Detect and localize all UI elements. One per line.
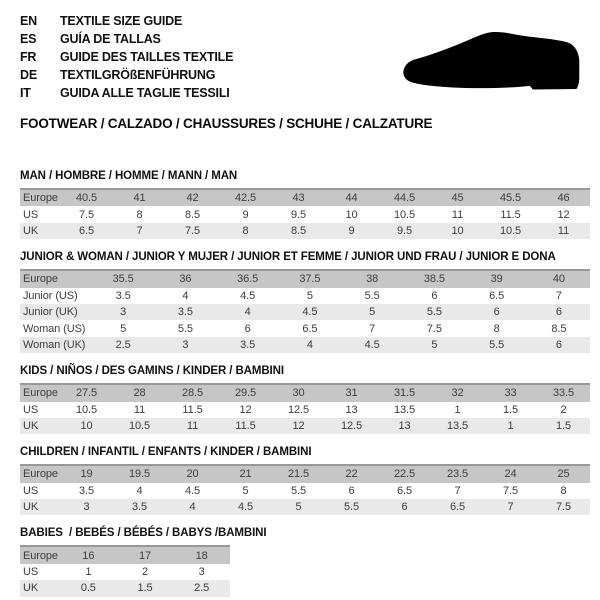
size-value: 11 <box>451 208 464 221</box>
size-value: 24 <box>484 465 537 482</box>
size-value: 45.5 <box>484 189 537 206</box>
header-row <box>20 270 590 287</box>
row-label: Europe <box>20 189 60 206</box>
size-value: 5.5 <box>325 499 378 515</box>
size-value: 13 <box>378 418 431 434</box>
data-row <box>20 483 590 499</box>
size-value: 10.5 <box>393 208 415 221</box>
table-title: JUNIOR & WOMAN / JUNIOR Y MUJER / JUNIOR ET FEMME / JUNIOR UND FRAU / JUNIOR E DONA <box>20 251 556 264</box>
header-row <box>20 384 590 401</box>
size-value: 1 <box>484 418 537 434</box>
size-value: 18 <box>173 546 230 563</box>
size-value: 8 <box>136 208 143 221</box>
size-table-section <box>20 527 590 596</box>
data-row <box>20 564 230 580</box>
size-value: 8 <box>493 322 500 335</box>
size-value: 44 <box>325 189 378 206</box>
size-value: 5.5 <box>466 337 528 353</box>
size-value: 38.5 <box>403 270 465 287</box>
size-value: 8.5 <box>272 223 325 239</box>
size-table-section <box>20 251 590 353</box>
size-value: 5 <box>403 337 465 353</box>
size-value: 12 <box>272 418 325 434</box>
size-table <box>20 545 230 596</box>
row-label: Junior (US) <box>23 289 78 302</box>
size-value: 6 <box>348 484 355 497</box>
size-table-section <box>20 446 590 515</box>
row-label: Europe <box>20 384 60 401</box>
size-value: 22 <box>325 465 378 482</box>
row-label: Junior (UK) <box>20 304 92 320</box>
header-row <box>20 189 590 206</box>
data-row <box>20 223 590 239</box>
size-value: 6 <box>244 322 251 335</box>
row-label: Europe <box>20 270 92 287</box>
size-value: 6.5 <box>489 289 505 302</box>
size-table <box>20 188 590 239</box>
size-value: 39 <box>466 270 528 287</box>
data-row <box>20 402 590 418</box>
size-value: 11.5 <box>219 418 272 434</box>
size-value: 3 <box>198 566 205 579</box>
row-label: Europe <box>20 465 60 482</box>
size-value: 42 <box>166 189 219 206</box>
data-row <box>20 320 590 336</box>
size-value: 33.5 <box>537 384 590 401</box>
size-value: 5.5 <box>177 322 193 335</box>
size-value: 4.5 <box>279 304 341 320</box>
size-value: 36.5 <box>217 270 279 287</box>
size-table-section <box>20 170 590 239</box>
size-value: 1 <box>454 403 461 416</box>
size-tables-container <box>20 170 590 597</box>
header-row <box>20 465 590 482</box>
size-value: 25 <box>537 465 590 482</box>
row-label: US <box>23 484 39 497</box>
size-value: 4 <box>279 337 341 353</box>
size-value: 7.5 <box>537 499 590 515</box>
row-label: UK <box>20 499 60 515</box>
size-value: 4 <box>166 499 219 515</box>
language-title: GUIDA ALLE TAGLIE TESSILI <box>60 86 230 100</box>
size-value: 9 <box>242 208 249 221</box>
size-value: 45 <box>431 189 484 206</box>
row-label: Woman (UK) <box>20 337 92 353</box>
size-value: 9.5 <box>291 208 306 221</box>
size-value: 3.5 <box>154 304 216 320</box>
size-value: 7 <box>555 289 562 302</box>
table-title: KIDS / NIÑOS / DES GAMINS / KINDER / BAMBINI <box>20 365 284 378</box>
language-title: GUÍA DE TALLAS <box>60 32 161 46</box>
size-value: 10 <box>60 418 113 434</box>
row-label: UK <box>20 418 60 434</box>
size-value: 11 <box>133 403 146 416</box>
size-value: 40.5 <box>60 189 113 206</box>
size-value: 36 <box>154 270 216 287</box>
size-value: 9.5 <box>378 223 431 239</box>
size-value: 1.5 <box>537 418 590 434</box>
size-value: 3.5 <box>115 289 131 302</box>
size-value: 4.5 <box>240 289 256 302</box>
size-value: 6.5 <box>302 322 318 335</box>
size-value: 30 <box>272 384 325 401</box>
size-value: 2 <box>560 403 567 416</box>
size-value: 12.5 <box>287 403 309 416</box>
size-value: 8 <box>560 484 567 497</box>
size-table <box>20 464 590 515</box>
size-value: 6.5 <box>431 499 484 515</box>
size-value: 43 <box>272 189 325 206</box>
size-value: 33 <box>484 384 537 401</box>
size-value: 5.5 <box>364 289 380 302</box>
size-value: 6.5 <box>397 484 412 497</box>
size-value: 19.5 <box>113 465 166 482</box>
size-value: 3 <box>60 499 113 515</box>
size-value: 4 <box>217 304 279 320</box>
size-value: 16 <box>60 546 117 563</box>
size-value: 29.5 <box>219 384 272 401</box>
size-value: 5.5 <box>291 484 306 497</box>
language-code: DE <box>20 68 37 82</box>
table-title: BABIES / BEBÉS / BÉBÉS / BABYS /BAMBINI <box>20 527 267 540</box>
size-value: 21.5 <box>272 465 325 482</box>
size-value: 37.5 <box>279 270 341 287</box>
size-value: 11 <box>537 223 590 239</box>
row-label: Woman (US) <box>23 322 86 335</box>
size-value: 5 <box>120 322 127 335</box>
size-value: 1 <box>85 566 92 579</box>
size-value: 38 <box>341 270 403 287</box>
language-code: ES <box>20 32 37 46</box>
size-value: 7 <box>369 322 376 335</box>
size-table <box>20 383 590 434</box>
size-value: 10 <box>345 208 358 221</box>
size-value: 9 <box>325 223 378 239</box>
size-value: 3.5 <box>113 499 166 515</box>
size-value: 32 <box>431 384 484 401</box>
size-value: 1.5 <box>117 580 174 596</box>
size-value: 13.5 <box>393 403 415 416</box>
size-value: 6 <box>431 289 438 302</box>
row-label: US <box>23 403 39 416</box>
size-value: 41 <box>113 189 166 206</box>
data-row <box>20 206 590 222</box>
size-value: 10.5 <box>113 418 166 434</box>
size-value: 31.5 <box>378 384 431 401</box>
size-value: 28.5 <box>166 384 219 401</box>
size-value: 4.5 <box>185 484 200 497</box>
size-value: 46 <box>537 189 590 206</box>
size-value: 12.5 <box>325 418 378 434</box>
size-value: 0.5 <box>60 580 117 596</box>
size-value: 2.5 <box>92 337 154 353</box>
size-value: 12 <box>239 403 252 416</box>
size-value: 44.5 <box>378 189 431 206</box>
table-title: CHILDREN / INFANTIL / ENFANTS / KINDER / BAMBINI <box>20 446 312 459</box>
data-row <box>20 304 590 320</box>
size-value: 7 <box>484 499 537 515</box>
row-label: US <box>23 566 39 579</box>
size-value: 4 <box>182 289 189 302</box>
size-value: 20 <box>166 465 219 482</box>
size-value: 7.5 <box>79 208 94 221</box>
size-value: 11.5 <box>500 208 521 221</box>
size-value: 5 <box>306 289 313 302</box>
size-value: 10.5 <box>484 223 537 239</box>
data-row <box>20 337 590 353</box>
size-value: 19 <box>60 465 113 482</box>
data-row <box>20 580 230 596</box>
row-label: Europe <box>20 546 60 563</box>
size-value: 22.5 <box>378 465 431 482</box>
size-value: 17 <box>117 546 174 563</box>
language-code: FR <box>20 50 37 64</box>
size-value: 12 <box>557 208 570 221</box>
size-value: 31 <box>325 384 378 401</box>
size-value: 23.5 <box>431 465 484 482</box>
size-value: 27.5 <box>60 384 113 401</box>
size-table <box>20 269 590 353</box>
size-value: 6 <box>378 499 431 515</box>
size-value: 5.5 <box>403 304 465 320</box>
data-row <box>20 499 590 515</box>
language-code: IT <box>20 86 31 100</box>
language-title: TEXTILE SIZE GUIDE <box>60 14 183 28</box>
size-value: 7.5 <box>503 484 518 497</box>
size-value: 13.5 <box>431 418 484 434</box>
size-value: 10.5 <box>75 403 97 416</box>
size-value: 5 <box>341 304 403 320</box>
size-value: 3.5 <box>217 337 279 353</box>
size-value: 28 <box>113 384 166 401</box>
size-value: 4.5 <box>341 337 403 353</box>
size-value: 7 <box>113 223 166 239</box>
size-value: 2 <box>141 566 148 579</box>
row-label: US <box>23 208 39 221</box>
size-value: 5 <box>242 484 249 497</box>
category-heading: FOOTWEAR / CALZADO / CHAUSSURES / SCHUHE / CALZATURE <box>20 116 433 131</box>
size-value: 42.5 <box>219 189 272 206</box>
row-label: UK <box>20 580 60 596</box>
size-value: 2.5 <box>173 580 230 596</box>
header-row <box>20 546 230 563</box>
size-value: 7.5 <box>166 223 219 239</box>
size-value: 21 <box>219 465 272 482</box>
size-value: 3.5 <box>79 484 94 497</box>
dress-shoe-icon <box>402 28 580 92</box>
size-value: 11 <box>166 418 219 434</box>
data-row <box>20 418 590 434</box>
size-value: 13 <box>345 403 358 416</box>
size-value: 8 <box>219 223 272 239</box>
size-value: 1.5 <box>503 403 518 416</box>
size-table-section <box>20 365 590 434</box>
row-label: UK <box>20 223 60 239</box>
size-value: 7.5 <box>426 322 442 335</box>
size-value: 3 <box>154 337 216 353</box>
size-value: 4.5 <box>219 499 272 515</box>
data-row <box>20 288 590 304</box>
size-value: 6 <box>528 337 590 353</box>
table-title: MAN / HOMBRE / HOMME / MANN / MAN <box>20 170 238 182</box>
size-value: 6 <box>466 304 528 320</box>
language-code: EN <box>20 14 37 28</box>
size-value: 7 <box>454 484 461 497</box>
language-title: GUIDE DES TAILLES TEXTILE <box>60 50 234 64</box>
size-value: 35.5 <box>92 270 154 287</box>
size-value: 10 <box>431 223 484 239</box>
size-value: 8.5 <box>185 208 200 221</box>
language-title: TEXTILGRÖßENFÜHRUNG <box>60 68 216 82</box>
size-value: 3 <box>92 304 154 320</box>
size-value: 8.5 <box>551 322 567 335</box>
size-value: 40 <box>528 270 590 287</box>
size-value: 6.5 <box>60 223 113 239</box>
size-value: 5 <box>272 499 325 515</box>
size-value: 6 <box>528 304 590 320</box>
size-value: 11.5 <box>182 403 203 416</box>
size-value: 4 <box>136 484 143 497</box>
